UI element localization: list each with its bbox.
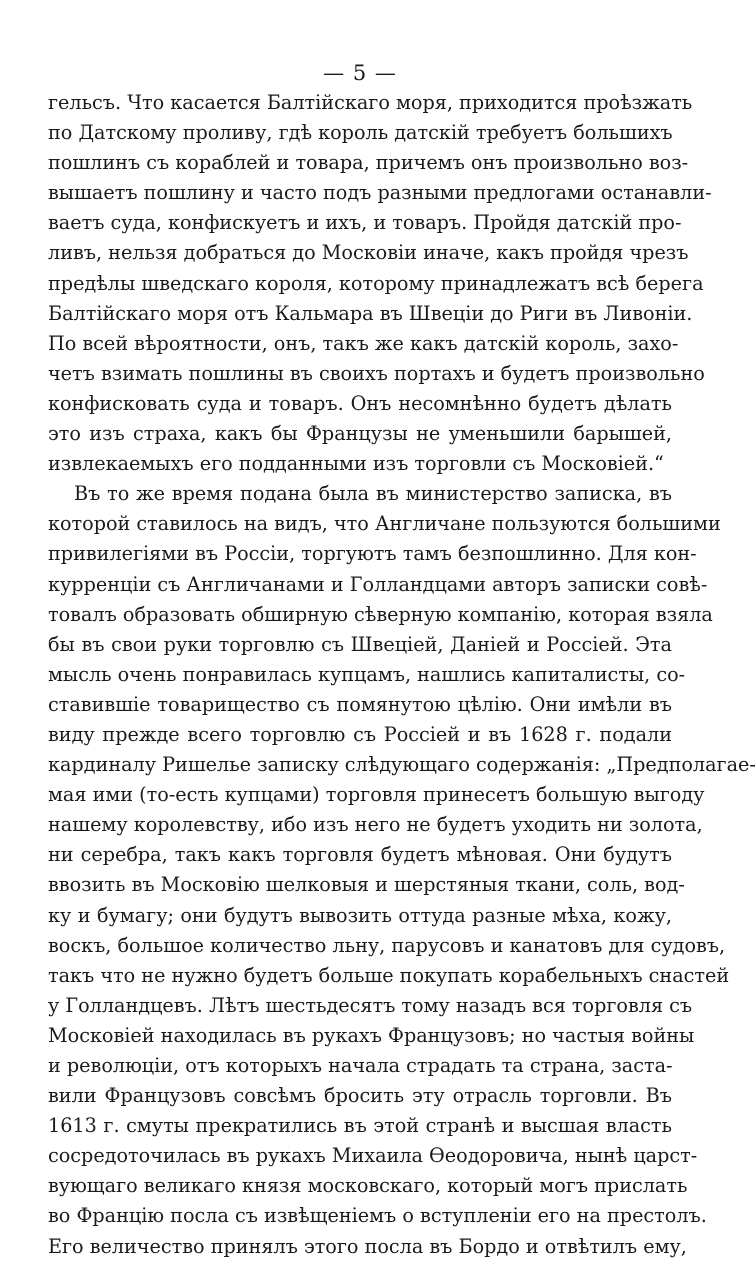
- text-line: четъ взимать пошлины въ своихъ портахъ и будетъ произвольно: [48, 361, 705, 385]
- book-page: [48, 58, 756, 1262]
- text-line: Въ то же время подана была въ министерство записка, въ: [74, 482, 672, 506]
- text-line: Московіей находилась въ рукахъ Французовъ; но частыя войны: [48, 1023, 695, 1047]
- text-line: виду прежде всего торговлю съ Россіей и въ 1628 г. подали: [48, 722, 672, 746]
- text-line: 1613 г. смуты прекратились въ этой странѣ и высшая власть: [48, 1114, 672, 1138]
- text-line: вующаго великаго князя московскаго, который могъ прислать: [48, 1174, 688, 1198]
- text-line: конфисковать суда и товаръ. Онъ несомнѣнно будетъ дѣлать: [48, 391, 672, 415]
- text-line: бы въ свои руки торговлю съ Швеціей, Даніей и Россіей. Эта: [48, 632, 672, 656]
- text-line: ку и бумагу; они будутъ вывозить оттуда разные мѣха, кожу,: [48, 903, 672, 927]
- text-line: вили Французовъ совсѣмъ бросить эту отрасль торговли. Въ: [48, 1084, 672, 1108]
- text-line: извлекаемыхъ его подданными изъ торговли съ Московіей.“: [48, 452, 664, 476]
- text-line: которой ставилось на видъ, что Англичане пользуются большими: [48, 512, 721, 536]
- text-line: привилегіями въ Россіи, торгуютъ тамъ безпошлинно. Для кон-: [48, 542, 697, 566]
- text-line: это изъ страха, какъ бы Французы не уменьшили барышей,: [48, 422, 672, 446]
- text-line: мая ими (то-есть купцами) торговля принесетъ большую выгоду: [48, 783, 705, 807]
- text-line: товалъ образовать обширную сѣверную компанію, которая взяла: [48, 602, 713, 626]
- text-line: и революціи, отъ которыхъ начала страдать та страна, заста-: [48, 1054, 673, 1077]
- text-line: по Датскому проливу, гдѣ король датскій требуетъ большихъ: [48, 121, 673, 145]
- text-line: По всей вѣроятности, онъ, такъ же какъ датскій король, захо-: [48, 331, 679, 355]
- text-line: воскъ, большое количество льну, парусовъ и канатовъ для судовъ,: [48, 933, 726, 957]
- page-number: — 5 —: [323, 61, 397, 85]
- text-line: гельсъ. Что касается Балтійскаго моря, приходится проѣзжать: [48, 91, 693, 114]
- text-line: ставившіе товарищество съ помянутою цѣлію. Они имѣли въ: [48, 692, 672, 716]
- text-line: ни серебра, такъ какъ торговля будетъ мѣновая. Они будутъ: [48, 843, 672, 867]
- text-line: ввозить въ Московію шелковыя и шерстяныя ткани, соль, вод-: [48, 873, 685, 897]
- text-line: Балтійскаго моря отъ Кальмара въ Швеціи до Риги въ Ливоніи.: [48, 301, 693, 325]
- text-line: такъ что не нужно будетъ больше покупать корабельныхъ снастей: [48, 963, 730, 987]
- text-line: Его величество принялъ этого посла въ Бордо и отвѣтилъ ему,: [48, 1234, 687, 1258]
- paragraph-1: [48, 88, 712, 479]
- text-line: ливъ, нельзя добраться до Московіи иначе, какъ пройдя чрезъ: [48, 241, 689, 265]
- text-line: во Францію посла съ извѣщеніемъ о вступленіи его на престолъ.: [48, 1204, 707, 1228]
- text-line: кардиналу Ришелье записку слѣдующаго содержанія: „Предполагае-: [48, 753, 756, 777]
- paragraph-2: [48, 479, 756, 1261]
- text-line: пошлинъ съ кораблей и товара, причемъ онъ произвольно воз-: [48, 151, 689, 175]
- text-line: вышаетъ пошлину и часто подъ разными предлогами останавли-: [48, 181, 712, 205]
- text-line: у Голландцевъ. Лѣтъ шестьдесятъ тому назадъ вся торговля съ: [48, 993, 693, 1017]
- text-line: предѣлы шведскаго короля, которому принадлежатъ всѣ берега: [48, 271, 704, 295]
- text-line: сосредоточилась въ рукахъ Михаила Ѳеодоровича, нынѣ царст-: [48, 1144, 698, 1168]
- text-line: курренціи съ Англичанами и Голландцами авторъ записки совѣ-: [48, 572, 708, 596]
- text-line: ваетъ суда, конфискуетъ и ихъ, и товаръ. Пройдя датскій про-: [48, 211, 682, 235]
- text-line: мысль очень понравилась купцамъ, нашлись капиталисты, со-: [48, 662, 686, 686]
- text-line: нашему королевству, ибо изъ него не будетъ уходить ни золота,: [48, 813, 703, 837]
